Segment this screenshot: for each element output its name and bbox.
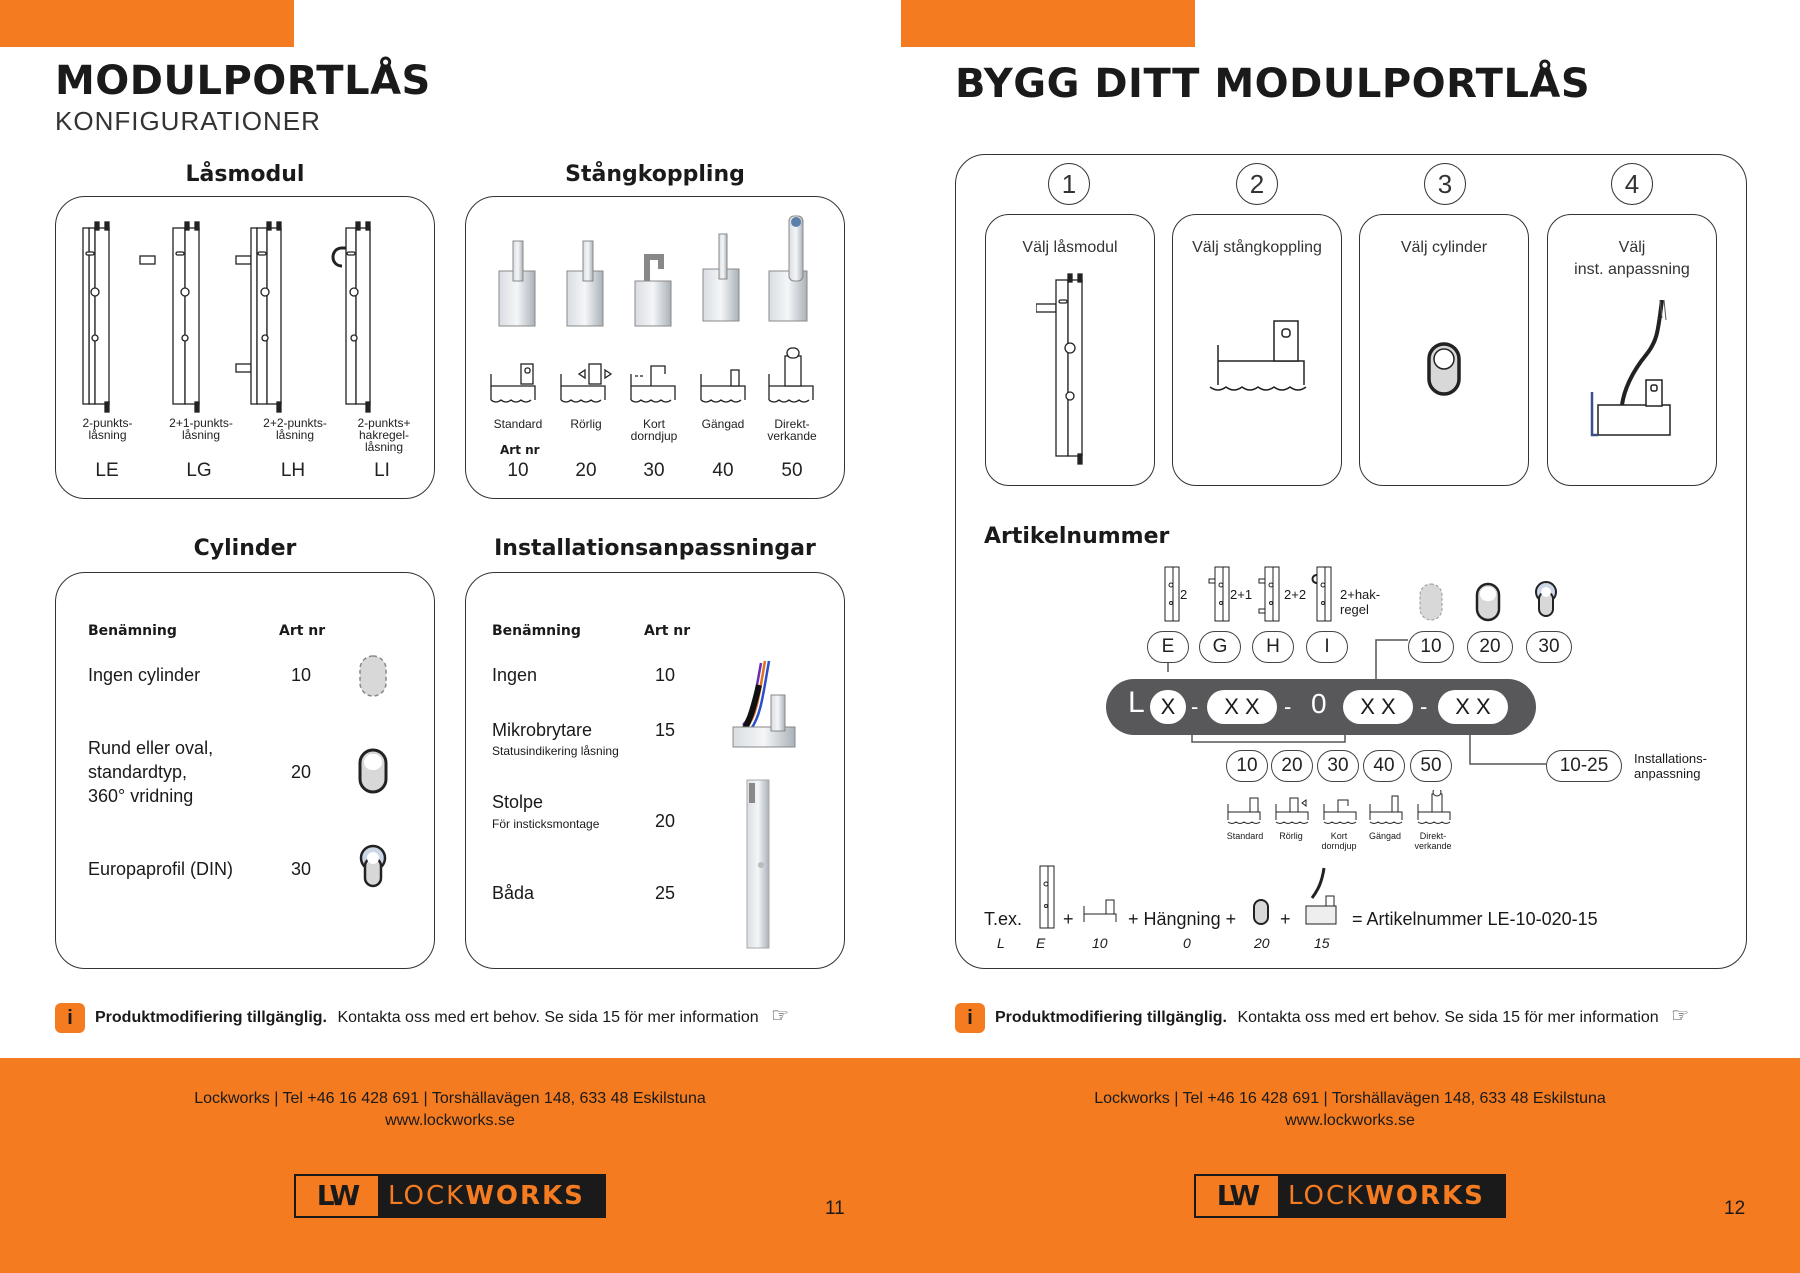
installation-col-name: Benämning — [492, 623, 581, 639]
right-footer-contact-line: Lockworks | Tel +46 16 428 691 | Torshällavägen 148, 633 48 Eskilstuna — [1094, 1090, 1606, 1107]
rod-code-40: 40 — [1363, 750, 1405, 782]
cyl-code-30: 30 — [1526, 631, 1572, 663]
cylinder-row-1-name: Ingen cylinder — [88, 665, 201, 685]
cylinder-row-2-art: 20 — [291, 762, 312, 782]
left-footer-web[interactable]: www.lockworks.se — [385, 1112, 515, 1129]
stang-code-30: 30 — [643, 460, 665, 481]
cyl-code-20: 20 — [1467, 631, 1513, 663]
left-footer-contact-line: Lockworks | Tel +46 16 428 691 | Torshällavägen 148, 633 48 Eskilstuna — [194, 1090, 706, 1107]
stang-code-50: 50 — [781, 460, 803, 481]
stang-code-20: 20 — [575, 460, 597, 481]
example-sub-10: 10 — [1092, 935, 1108, 951]
post-photo — [747, 780, 769, 948]
right-info-bold: Produktmodifiering tillgänglig. — [995, 1009, 1227, 1027]
right-page-title: BYGG DITT MODULPORTLÅS — [955, 61, 1591, 107]
euro-profile-icon — [361, 846, 385, 886]
example-sub-e: E — [1036, 935, 1046, 951]
left-info-row — [55, 1003, 789, 1033]
example-result: = Artikelnummer LE-10-020-15 — [1352, 909, 1598, 929]
installation-row-3-name: Stolpe — [492, 792, 544, 812]
step-1-label: Välj låsmodul — [1022, 239, 1118, 256]
rod-icon-label-gangad: Gängad — [1368, 831, 1402, 841]
lasmodul-code-le: LE — [95, 460, 119, 481]
installation-row-1-art: 10 — [655, 665, 676, 685]
installation-col-art: Art nr — [644, 623, 691, 639]
cylinder-title: Cylinder — [193, 536, 297, 561]
lock-module-li-icon — [333, 222, 370, 412]
rod-photo-direkt — [769, 216, 807, 321]
rod-icon-label-rorlig: Rörlig — [1279, 831, 1303, 841]
lasmodul-label-lh: 2+2-punkts- låsning — [263, 416, 327, 442]
rod-photo-rorlig — [567, 241, 603, 326]
logo-mark: LW — [1196, 1176, 1278, 1216]
rod-code-10: 10 — [1226, 750, 1268, 782]
right-info-text: Kontakta oss med ert behov. Se sida 15 för mer information — [1237, 1009, 1659, 1027]
round-cylinder-icon — [360, 750, 386, 792]
cylinder-icons — [350, 650, 400, 900]
cylinder-row-2-name: Rund eller oval, standardtyp, 360° vridning — [88, 738, 214, 806]
thumbs-pointing-icon: ☞ — [1671, 1005, 1690, 1028]
example-plus-2: + — [1280, 909, 1291, 929]
cylinder-row-1-art: 10 — [291, 665, 312, 685]
installation-row-1-name: Ingen — [492, 665, 538, 685]
step-2-rod-icon — [1208, 315, 1318, 395]
right-lockworks-logo — [1194, 1174, 1506, 1218]
right-orange-tab — [901, 0, 1195, 47]
left-page-number: 11 — [825, 1198, 845, 1219]
right-footer-web[interactable]: www.lockworks.se — [1285, 1112, 1415, 1129]
stang-label-kort: Kort dorndjup — [630, 417, 678, 443]
bar-slot-rod: X X — [1207, 690, 1277, 724]
bar-fixed-zero: 0 — [1311, 688, 1327, 719]
module-code-e: E — [1147, 631, 1189, 663]
logo-word-lock: LOCK — [1288, 1181, 1366, 1211]
logo-mark: LW — [296, 1176, 378, 1216]
stang-label-gangad: Gängad — [701, 417, 745, 431]
rod-icon-label-kort: Kort dorndjup — [1321, 831, 1357, 851]
left-info-bold: Produktmodifiering tillgänglig. — [95, 1009, 327, 1027]
inst-code-range: 10-25 — [1546, 750, 1622, 782]
lock-module-lh-icon — [236, 222, 281, 412]
left-info-text: Kontakta oss med ert behov. Se sida 15 för mer information — [337, 1009, 759, 1027]
installation-row-2-sub: Statusindikering låsning — [492, 744, 619, 758]
artikel-title: Artikelnummer — [984, 524, 1170, 549]
info-icon: i — [955, 1003, 985, 1033]
info-icon: i — [55, 1003, 85, 1033]
stang-label-direkt: Direkt- verkande — [767, 417, 817, 443]
rod-code-30: 30 — [1317, 750, 1359, 782]
bar-dash-3: - — [1420, 694, 1428, 719]
step-3-cylinder-icon — [1425, 340, 1465, 400]
thumbs-pointing-icon: ☞ — [771, 1005, 790, 1028]
left-page-title: MODULPORTLÅS — [55, 58, 431, 104]
installation-title: Installationsanpassningar — [494, 536, 816, 561]
left-orange-tab — [0, 0, 294, 47]
step-4-box — [1547, 214, 1717, 486]
example-prefix: T.ex. — [984, 909, 1023, 929]
installation-row-3-sub: För insticksmontage — [492, 817, 600, 831]
stang-label-rorlig: Rörlig — [570, 417, 602, 431]
artikel-rod-icons — [1226, 790, 1466, 830]
example-install-icon — [1306, 868, 1336, 924]
example-sub-l: L — [997, 935, 1005, 951]
cyl-code-10: 10 — [1408, 631, 1454, 663]
step-4-number: 4 — [1611, 163, 1653, 205]
logo-word-works: WORKS — [465, 1181, 585, 1211]
no-cylinder-icon — [360, 656, 386, 696]
cylinder-col-art: Art nr — [279, 623, 326, 639]
bar-dash-1: - — [1191, 694, 1199, 719]
rod-diagram-icons — [491, 348, 813, 402]
lock-module-illustrations — [55, 196, 435, 416]
stang-label-standard: Standard — [493, 417, 543, 431]
cylinder-col-name: Benämning — [88, 623, 177, 639]
example-sub-15: 15 — [1314, 935, 1330, 951]
right-footer-contact — [1050, 1088, 1650, 1132]
lasmodul-label-li: 2-punkts+ hakregel- låsning — [357, 416, 411, 454]
rod-code-50: 50 — [1410, 750, 1452, 782]
step-3-box — [1359, 214, 1529, 486]
example-hangning: + Hängning + — [1128, 909, 1237, 929]
artikel-module-label-hak: 2+hak- regel — [1340, 587, 1381, 617]
module-code-h: H — [1252, 631, 1294, 663]
lasmodul-title: Låsmodul — [185, 162, 305, 187]
artikel-module-label-2: 2 — [1180, 587, 1188, 602]
logo-wordmark — [388, 1176, 585, 1216]
installation-row-2-name: Mikrobrytare — [492, 720, 593, 740]
bar-slot-installation: X X — [1438, 690, 1508, 724]
rod-photo-standard — [499, 241, 535, 326]
installation-row-4-name: Båda — [492, 883, 535, 903]
lasmodul-code-lh: LH — [280, 460, 306, 481]
step-1-lock-module-icon — [1036, 270, 1106, 470]
rod-coupling-illustrations — [465, 196, 845, 416]
bar-dash-2: - — [1284, 694, 1292, 719]
lasmodul-code-li: LI — [374, 460, 390, 481]
example-sub-20: 20 — [1254, 935, 1270, 951]
rod-icon-label-standard: Standard — [1226, 831, 1264, 841]
step-4-installation-icon — [1588, 300, 1688, 440]
step-4-label: Välj inst. anpassning — [1574, 239, 1690, 278]
module-code-i: I — [1306, 631, 1348, 663]
example-sub-0: 0 — [1183, 935, 1191, 951]
artikel-module-label-22: 2+2 — [1284, 587, 1307, 602]
example-plus-1: + — [1063, 909, 1074, 929]
right-info-row — [955, 1003, 1689, 1033]
example-rod-icon — [1084, 900, 1116, 922]
left-footer-contact — [150, 1088, 750, 1132]
step-2-number: 2 — [1236, 163, 1278, 205]
logo-wordmark — [1288, 1176, 1485, 1216]
microswitch-photo — [733, 661, 795, 747]
inst-code-label: Installations- anpassning — [1634, 751, 1707, 781]
bar-letter-l: L — [1128, 686, 1145, 719]
module-code-g: G — [1199, 631, 1241, 663]
stang-artnr-label: Art nr — [500, 443, 540, 457]
step-1-number: 1 — [1048, 163, 1090, 205]
right-page-number: 12 — [1724, 1198, 1746, 1219]
logo-word-works: WORKS — [1365, 1181, 1485, 1211]
step-3-label: Välj cylinder — [1400, 239, 1488, 256]
step-2-box — [1172, 214, 1342, 486]
lasmodul-label-le: 2-punkts- låsning — [82, 416, 133, 442]
rod-icon-label-direkt: Direkt- verkande — [1414, 831, 1452, 851]
rod-code-20: 20 — [1271, 750, 1313, 782]
step-3-number: 3 — [1424, 163, 1466, 205]
rod-photo-kort — [635, 257, 671, 326]
cylinder-row-3-name: Europaprofil (DIN) — [88, 859, 234, 879]
stang-code-10: 10 — [507, 460, 529, 481]
left-lockworks-logo — [294, 1174, 606, 1218]
lock-module-lg-icon — [140, 222, 199, 412]
stangkoppling-title: Stångkoppling — [565, 162, 745, 187]
bar-slot-module: X — [1150, 690, 1186, 724]
example-module-icon — [1040, 866, 1054, 928]
example-cylinder-icon — [1254, 900, 1268, 924]
lasmodul-label-lg: 2+1-punkts- låsning — [169, 416, 233, 442]
lock-module-le-icon — [83, 222, 109, 412]
installation-row-3-art: 20 — [655, 811, 676, 831]
logo-word-lock: LOCK — [388, 1181, 466, 1211]
cylinder-row-3-art: 30 — [291, 859, 312, 879]
left-page-subtitle: KONFIGURATIONER — [55, 106, 321, 136]
step-1-box — [985, 214, 1155, 486]
bar-slot-cylinder: X X — [1343, 690, 1413, 724]
rod-photo-gangad — [703, 234, 739, 321]
artikel-module-label-21: 2+1 — [1230, 587, 1253, 602]
stang-code-40: 40 — [712, 460, 734, 481]
installation-illustrations — [725, 655, 805, 950]
lasmodul-code-lg: LG — [186, 460, 212, 481]
installation-row-2-art: 15 — [655, 720, 676, 740]
step-2-label: Välj stångkoppling — [1192, 239, 1322, 256]
installation-row-4-art: 25 — [655, 883, 676, 903]
